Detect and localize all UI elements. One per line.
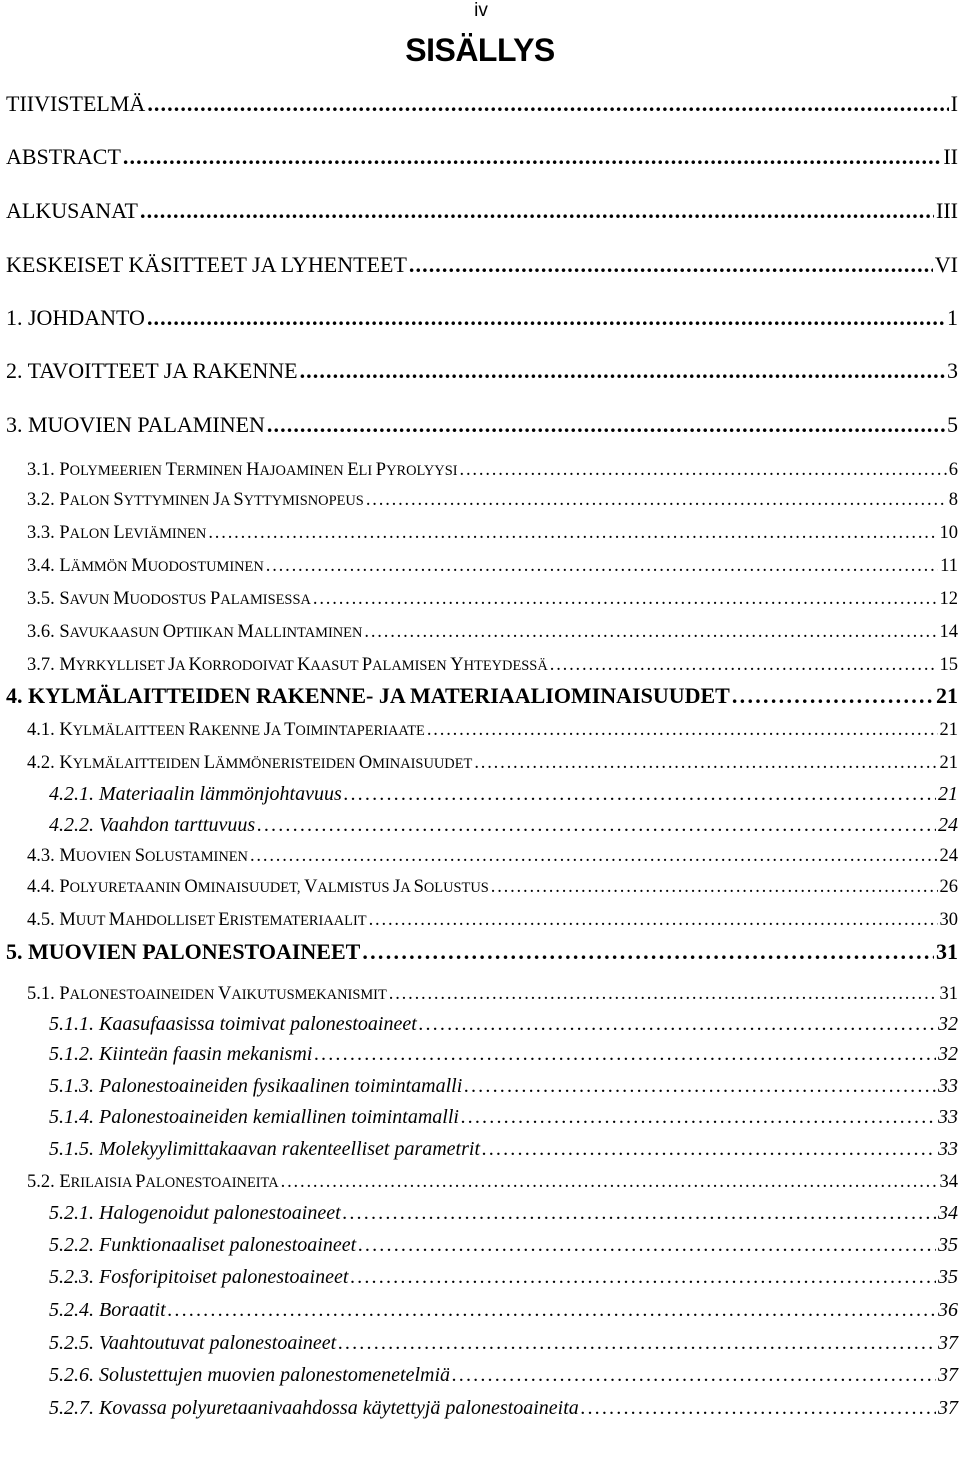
toc-entry-number: 5.1.4. — [49, 1106, 99, 1128]
dot-leader — [266, 553, 938, 579]
toc-entry-label — [49, 1232, 356, 1258]
toc-entry[interactable] — [6, 198, 958, 224]
toc-entry-label — [27, 552, 264, 580]
toc-entry[interactable] — [6, 305, 958, 331]
toc-entry-label — [49, 1200, 341, 1226]
toc-entry-text: KYLMÄLAITTEIDEN LÄMMÖNERISTEIDEN OMINAISUUDET — [59, 752, 473, 772]
toc-entry[interactable] — [27, 651, 958, 677]
toc-entry-page: 5 — [947, 412, 958, 437]
toc-entry[interactable] — [6, 144, 958, 170]
toc-entry-label — [27, 906, 367, 934]
toc-entry-text: POLYMEERIEN TERMINEN HAJOAMINEN ELI PYROLYYSI — [59, 459, 458, 479]
toc-entry-label — [27, 842, 248, 870]
dot-leader — [581, 1395, 936, 1421]
toc-entry-page: 33 — [938, 1106, 958, 1128]
toc-entry[interactable] — [49, 1073, 958, 1099]
toc-entry-number: 3.5. — [27, 589, 60, 609]
toc-entry-label — [6, 412, 265, 438]
toc-entry-label — [49, 1104, 459, 1130]
toc-entry-text: Halogenoidut palonestoaineet — [99, 1202, 341, 1224]
dot-leader — [369, 907, 938, 933]
toc-entry-text: MUOVIEN SOLUSTAMINEN — [59, 845, 248, 865]
toc-entry-text: ABSTRACT — [6, 144, 121, 169]
toc-entry[interactable] — [27, 552, 958, 578]
dot-leader — [460, 457, 947, 483]
dot-leader — [147, 91, 948, 117]
toc-entry-number: 4.3. — [27, 846, 60, 866]
toc-entry-page: 31 — [936, 939, 958, 964]
toc-entry[interactable] — [49, 1104, 958, 1130]
toc-entry-page: 21 — [939, 720, 958, 740]
dot-leader — [362, 939, 934, 965]
toc-entry-text: Materiaalin lämmönjohtavuus — [99, 783, 342, 805]
toc-entry-number: 4.4. — [27, 877, 60, 897]
toc-entry-page: 14 — [939, 622, 958, 642]
toc-entry-number: 5.2.3. — [49, 1266, 99, 1288]
dot-leader — [147, 305, 945, 331]
toc-entry-text: SAVUKAASUN OPTIIKAN MALLINTAMINEN — [59, 621, 363, 641]
toc-entry-label — [27, 749, 472, 777]
toc-entry-text: TIIVISTELMÄ — [6, 91, 146, 116]
toc-entry-page: 32 — [938, 1043, 958, 1065]
toc-entry-number: 3.7. — [27, 655, 60, 675]
toc-entry-page: 1 — [947, 305, 958, 330]
toc-entry-label — [49, 1330, 336, 1356]
toc-entry-label — [27, 1168, 279, 1196]
dot-leader — [409, 252, 933, 278]
dot-leader — [482, 1136, 936, 1162]
toc-entry-page: 12 — [939, 589, 958, 609]
toc-entry[interactable] — [27, 519, 958, 545]
toc-entry[interactable] — [27, 585, 958, 611]
toc-entry[interactable] — [6, 683, 958, 709]
dot-leader — [427, 717, 938, 743]
toc-entry-text: PALON SYTTYMINEN JA SYTTYMISNOPEUS — [59, 489, 364, 509]
toc-entry-text: Kaasufaasissa toimivat palonestoaineet — [99, 1013, 417, 1035]
dot-leader — [281, 1169, 938, 1195]
toc-entry-label — [27, 980, 387, 1008]
toc-entry-page: 35 — [938, 1234, 958, 1256]
dot-leader — [550, 652, 938, 678]
toc-entry[interactable] — [27, 980, 958, 1006]
toc-entry-text: Funktionaaliset palonestoaineet — [99, 1234, 357, 1256]
toc-entry[interactable] — [49, 781, 958, 807]
toc-entry[interactable] — [49, 1395, 958, 1421]
toc-entry[interactable] — [49, 1136, 958, 1162]
toc-entry-text: SAVUN MUODOSTUS PALAMISESSA — [59, 588, 311, 608]
toc-entry-number: 1. — [6, 305, 28, 330]
toc-entry-text: Vaahtoutuvat palonestoaineet — [99, 1332, 337, 1354]
dot-leader — [343, 1200, 936, 1226]
toc-entry-page: 26 — [939, 877, 958, 897]
toc-entry[interactable] — [27, 618, 958, 644]
toc-entry[interactable] — [6, 939, 958, 965]
toc-entry-text: Palonestoaineiden fysikaalinen toimintamalli — [99, 1075, 463, 1097]
toc-entry-label — [49, 1264, 348, 1290]
toc-entry-label — [27, 486, 364, 514]
dot-leader — [464, 1073, 936, 1099]
toc-entry-page: 15 — [939, 655, 958, 675]
toc-entry-number: 5.1.5. — [49, 1138, 99, 1160]
toc-entry-page: VI — [934, 252, 958, 277]
dot-leader — [474, 750, 937, 776]
toc-entry[interactable] — [6, 252, 958, 278]
toc-entry-label — [27, 651, 548, 679]
toc-entry-page: 6 — [948, 460, 958, 480]
toc-entry-label — [49, 1041, 312, 1067]
toc-entry-page: 32 — [938, 1013, 958, 1035]
dot-leader — [300, 358, 945, 384]
toc-entry-number: 5.1.3. — [49, 1075, 99, 1097]
toc-entry-label — [6, 305, 145, 331]
toc-entry-number: 5.2.7. — [49, 1397, 99, 1419]
toc-entry[interactable] — [27, 456, 958, 482]
toc-entry[interactable] — [27, 906, 958, 932]
dot-leader — [358, 1232, 936, 1258]
toc-entry-text: Fosforipitoiset palonestoaineet — [99, 1266, 349, 1288]
toc-entry-number: 4.1. — [27, 720, 60, 740]
toc-entry-page: III — [936, 198, 958, 223]
toc-entry-number: 4. — [6, 683, 28, 708]
dot-leader — [257, 812, 936, 838]
dot-leader — [389, 981, 938, 1007]
toc-entry-text: PALONESTOAINEIDEN VAIKUTUSMEKANISMIT — [59, 983, 387, 1003]
toc-entry[interactable] — [49, 1297, 958, 1323]
dot-leader — [364, 619, 937, 645]
toc-entry[interactable] — [49, 1362, 958, 1388]
toc-entry-page: 10 — [939, 523, 958, 543]
toc-entry-page: 8 — [948, 490, 958, 510]
toc-entry[interactable] — [49, 1041, 958, 1067]
toc-entry-page: 3 — [947, 358, 958, 383]
toc-entry-number: 4.2. — [27, 753, 60, 773]
toc-entry-page: 34 — [939, 1172, 958, 1192]
toc-entry-label — [49, 1136, 480, 1162]
toc-entry-page: 37 — [938, 1364, 958, 1386]
dot-leader — [419, 1011, 936, 1037]
toc-entry-page: 21 — [936, 683, 958, 708]
toc-entry-text: LÄMMÖN MUODOSTUMINEN — [59, 555, 264, 575]
toc-entry-number: 3.3. — [27, 523, 60, 543]
toc-entry-number: 4.2.2. — [49, 814, 99, 836]
toc-entry-text: Boraatit — [99, 1299, 166, 1321]
toc-entry-text: KYLMÄLAITTEIDEN RAKENNE- JA MATERIAALIOMINAISUUDET — [28, 683, 730, 708]
toc-entry-text: ALKUSANAT — [6, 198, 138, 223]
toc-entry-label — [27, 618, 362, 646]
toc-entry-label — [6, 358, 298, 384]
dot-leader — [366, 487, 947, 513]
toc-entry[interactable] — [27, 716, 958, 742]
toc-entry-number: 4.2.1. — [49, 783, 99, 805]
toc-entry[interactable] — [27, 486, 958, 512]
toc-entry[interactable] — [6, 412, 958, 438]
toc-entry-page: 37 — [938, 1332, 958, 1354]
toc-entry-text: Kovassa polyuretaanivaahdossa käytettyjä palonestoaineita — [99, 1397, 579, 1419]
toc-entry-label — [27, 519, 206, 547]
toc-entry-text: Palonestoaineiden kemiallinen toimintamalli — [99, 1106, 459, 1128]
toc-entry[interactable] — [27, 749, 958, 775]
toc-entry-label — [27, 585, 311, 613]
dot-leader — [140, 198, 934, 224]
toc-entry-number: 5.2.4. — [49, 1299, 99, 1321]
toc-entry-page: 24 — [938, 814, 958, 836]
dot-leader — [452, 1362, 936, 1388]
toc-entry-page: 35 — [938, 1266, 958, 1288]
dot-leader — [313, 586, 938, 612]
toc-entry-text: Kiinteän faasin mekanismi — [99, 1043, 313, 1065]
toc-entry[interactable] — [49, 1011, 958, 1037]
dot-leader — [461, 1104, 936, 1130]
toc-entry[interactable] — [27, 842, 958, 868]
toc-entry-number: 3.2. — [27, 490, 60, 510]
toc-entry-label — [49, 1073, 462, 1099]
toc-entry-text: ERILAISIA PALONESTOAINEITA — [59, 1171, 279, 1191]
toc-entry[interactable] — [27, 1168, 958, 1194]
toc-entry-page: 33 — [938, 1138, 958, 1160]
toc-entry-number: 5.2.2. — [49, 1234, 99, 1256]
toc-entry-label — [49, 812, 255, 838]
toc-entry-page: 31 — [939, 984, 958, 1004]
dot-leader — [123, 144, 941, 170]
dot-leader — [350, 1264, 936, 1290]
toc-entry-label — [6, 198, 138, 224]
toc-entry-label — [6, 144, 121, 170]
toc-entry-text: KYLMÄLAITTEEN RAKENNE JA TOIMINTAPERIAATE — [59, 719, 425, 739]
toc-entry-label — [27, 873, 489, 901]
toc-entry-label — [49, 1011, 417, 1037]
toc-entry-text: MUOVIEN PALAMINEN — [28, 412, 265, 437]
toc-entry-number: 5.1.1. — [49, 1013, 99, 1035]
toc-entry[interactable] — [49, 1264, 958, 1290]
toc-entry-page: 37 — [938, 1397, 958, 1419]
toc-entry-text: MUOVIEN PALONESTOAINEET — [28, 939, 361, 964]
toc-entry[interactable] — [49, 812, 958, 838]
toc-entry-text: Molekyylimittakaavan rakenteelliset parametrit — [99, 1138, 480, 1160]
toc-entry-page: 21 — [938, 783, 958, 805]
toc-entry-page: 30 — [939, 910, 958, 930]
toc-entry[interactable] — [6, 91, 958, 117]
toc-entry-number: 3.4. — [27, 556, 60, 576]
page-number: iv — [474, 0, 488, 21]
dot-leader — [344, 781, 936, 807]
toc-entry-page: I — [950, 91, 958, 116]
toc-entry-text: Solustettujen muovien palonestomenetelmiä — [99, 1364, 451, 1386]
page-title: SISÄLLYS — [405, 32, 555, 68]
toc-entry-number: 3.1. — [27, 460, 60, 480]
toc-entry-text: MUUT MAHDOLLISET ERISTEMATERIAALIT — [59, 909, 367, 929]
toc-entry-page: 36 — [938, 1299, 958, 1321]
toc-entry-number: 3. — [6, 412, 28, 437]
toc-entry-number: 5.2.1. — [49, 1202, 99, 1224]
toc-entry-label — [27, 456, 458, 484]
dot-leader — [168, 1297, 936, 1323]
dot-leader — [732, 683, 934, 709]
toc-entry[interactable] — [49, 1200, 958, 1226]
toc-entry-page: 24 — [939, 846, 958, 866]
toc-entry-number: 3.6. — [27, 622, 60, 642]
dot-leader — [267, 412, 945, 438]
dot-leader — [491, 874, 938, 900]
toc-entry-number: 4.5. — [27, 910, 60, 930]
dot-leader — [250, 843, 938, 869]
toc-entry-page: 33 — [938, 1075, 958, 1097]
toc-entry-label — [6, 683, 730, 709]
toc-entry-number: 5.2.6. — [49, 1364, 99, 1386]
toc-entry-label — [49, 781, 342, 807]
toc-entry[interactable] — [49, 1232, 958, 1258]
toc-entry-label — [49, 1362, 450, 1388]
toc-entry-label — [49, 1297, 166, 1323]
toc-entry-text: JOHDANTO — [28, 305, 145, 330]
toc-entry[interactable] — [27, 873, 958, 899]
toc-entry-label — [27, 716, 425, 744]
toc-entry-number: 5.1.2. — [49, 1043, 99, 1065]
toc-entry-number: 5. — [6, 939, 28, 964]
dot-leader — [338, 1330, 936, 1356]
toc-entry-text: KESKEISET KÄSITTEET JA LYHENTEET — [6, 252, 407, 277]
toc-entry-label — [6, 939, 360, 965]
toc-entry[interactable] — [49, 1330, 958, 1356]
toc-entry-label — [49, 1395, 579, 1421]
toc-entry-page: 34 — [938, 1202, 958, 1224]
toc-entry[interactable] — [6, 358, 958, 384]
toc-entry-number: 5.2. — [27, 1172, 60, 1192]
toc-entry-number: 2. — [6, 358, 28, 383]
toc-entry-text: MYRKYLLISET JA KORRODOIVAT KAASUT PALAMISEN YHTEYDESSÄ — [59, 654, 548, 674]
toc-entry-text: Vaahdon tarttuvuus — [99, 814, 256, 836]
dot-leader — [208, 520, 937, 546]
toc-entry-text: TAVOITTEET JA RAKENNE — [27, 358, 298, 383]
toc-entry-label — [6, 252, 407, 278]
dot-leader — [314, 1041, 936, 1067]
toc-entry-page: 11 — [940, 556, 958, 576]
toc-entry-page: 21 — [939, 753, 958, 773]
toc-entry-text: POLYURETAANIN OMINAISUUDET, VALMISTUS JA SOLUSTUS — [59, 876, 489, 896]
toc-entry-number: 5.2.5. — [49, 1332, 99, 1354]
toc-entry-text: PALON LEVIÄMINEN — [59, 522, 207, 542]
toc-entry-number: 5.1. — [27, 984, 60, 1004]
toc-entry-label — [6, 91, 145, 117]
toc-entry-page: II — [943, 144, 958, 169]
